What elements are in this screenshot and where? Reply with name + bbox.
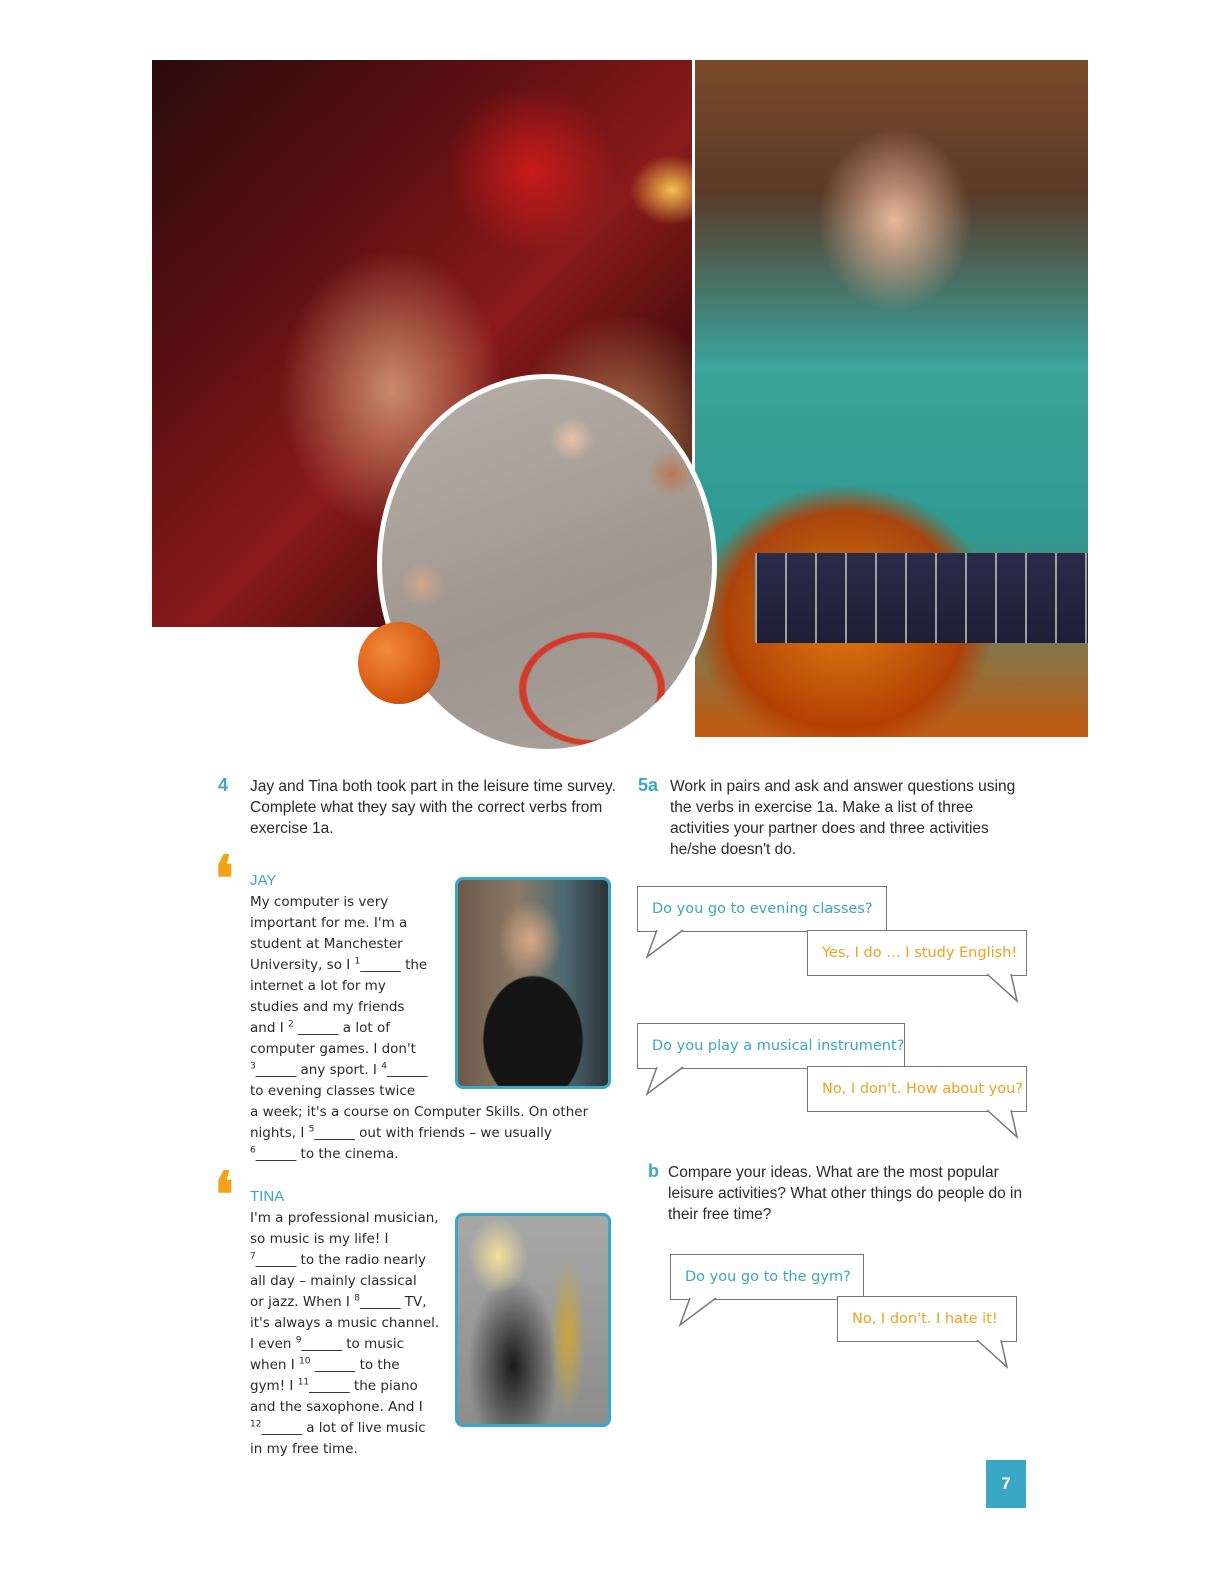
text-segment: a week; it's a course on Computer Skills. On other [250, 1104, 589, 1120]
bubble-tail [645, 1066, 685, 1096]
text-segment: and the saxophone. And I [250, 1399, 423, 1415]
text-segment: in my free time. [250, 1441, 358, 1457]
guitar-photo [695, 60, 1088, 737]
jay-photo [455, 877, 611, 1089]
text-segment: I even [250, 1336, 296, 1352]
basketball-photo-frame [377, 374, 717, 754]
instruction-line: Compare your ideas. What are the most popular [668, 1164, 999, 1181]
answer-bubble-3: No, I don't. I hate it! [837, 1296, 1017, 1342]
gap-number: 10 [299, 1356, 311, 1367]
guitar-neck [755, 553, 1088, 643]
gap-number: 7 [250, 1251, 256, 1262]
gap-number: 5 [308, 1124, 315, 1135]
text-segment: My computer is very [250, 894, 389, 910]
speaker-name-jay: JAY [250, 872, 277, 889]
gap-number: 1 [354, 956, 361, 967]
text-segment: it's always a music channel. [250, 1315, 440, 1331]
basketball-photo [377, 374, 717, 754]
exercise-4-instruction [250, 776, 620, 839]
gap-number: 8 [354, 1293, 360, 1304]
text-segment: computer games. I don't [250, 1041, 416, 1057]
text-line [250, 1250, 439, 1271]
tina-photo [455, 1213, 611, 1427]
instruction-line: Jay and Tina both took part in the leisure time survey. [250, 778, 616, 795]
text-segment: studies and my friends [250, 999, 405, 1015]
instruction-line: activities your partner does and three activities [670, 820, 989, 837]
text-segment: and I [250, 1020, 288, 1036]
gap-number: 12 [250, 1419, 262, 1430]
text-segment: ______ to the [310, 1357, 400, 1373]
gap-number: 2 [287, 1019, 294, 1030]
basketball-graphic [358, 622, 440, 704]
text-line [250, 1418, 439, 1439]
bubble-tail [985, 973, 1025, 1003]
text-segment: ______ [386, 1062, 428, 1078]
text-segment: internet a lot for my [250, 978, 386, 994]
text-segment: nights, I [250, 1125, 309, 1141]
text-line [250, 1208, 439, 1229]
exercise-5b-number: b [648, 1161, 659, 1181]
text-segment: ______ to music [301, 1336, 405, 1352]
gap-number: 11 [297, 1377, 310, 1388]
tina-text [250, 1208, 439, 1460]
text-segment: gym! I [250, 1378, 298, 1394]
gap-number: 9 [295, 1335, 302, 1346]
exercise-5a-instruction [670, 776, 1030, 860]
instruction-line: their free time? [668, 1206, 772, 1223]
text-segment: important for me. I'm a [250, 915, 408, 931]
question-bubble-3: Do you go to the gym? [670, 1254, 864, 1300]
text-line [250, 1334, 439, 1355]
instruction-line: the verbs in exercise 1a. Make a list of three [670, 799, 974, 816]
text-segment: ______ to the cinema. [255, 1146, 399, 1162]
question-bubble-2: Do you play a musical instrument? [637, 1023, 905, 1069]
text-segment: all day – mainly classical [250, 1273, 417, 1289]
exercise-5a-number: 5a [638, 775, 659, 795]
gap-number: 3 [250, 1061, 256, 1072]
question-bubble-1: Do you go to evening classes? [637, 886, 887, 932]
instruction-line: he/she doesn't do. [670, 841, 797, 858]
text-segment: or jazz. When I [250, 1294, 355, 1310]
instruction-line: Work in pairs and ask and answer questions using [670, 778, 1016, 795]
bubble-tail [678, 1297, 718, 1327]
text-segment: ______ out with friends – we usually [314, 1125, 552, 1141]
bubble-tail [985, 1109, 1025, 1139]
text-line [250, 1313, 439, 1334]
text-segment: to evening classes twice [250, 1083, 416, 1099]
text-segment: ______ a lot of live music [261, 1420, 426, 1436]
text-segment: ______ to the radio nearly [255, 1252, 426, 1268]
bubble-tail [975, 1339, 1015, 1369]
text-line [250, 1397, 439, 1418]
text-segment: ______ a lot of [293, 1020, 390, 1036]
gap-number: 6 [250, 1145, 256, 1156]
answer-bubble-2: No, I don't. How about you? [807, 1066, 1027, 1112]
text-segment: so music is my life! I [250, 1231, 389, 1247]
text-line [250, 1123, 588, 1144]
instruction-line: leisure activities? What other things do people do in [668, 1185, 1023, 1202]
text-segment: ______ the [360, 957, 428, 973]
text-segment: student at Manchester [250, 936, 403, 952]
instruction-line: Complete what they say with the correct verbs from [250, 799, 603, 816]
text-line [250, 1102, 588, 1123]
text-segment: ______ any sport. I [255, 1062, 382, 1078]
text-line [250, 1376, 439, 1397]
exercise-4-number: 4 [218, 775, 229, 795]
text-line [250, 1439, 439, 1460]
text-line [250, 1271, 439, 1292]
text-segment: ______ the piano [309, 1378, 418, 1394]
answer-bubble-1: Yes, I do … I study English! [807, 930, 1027, 976]
page-number: 7 [986, 1460, 1026, 1508]
exercise-5b-instruction [668, 1162, 1038, 1225]
text-segment: ______ TV, [359, 1294, 427, 1310]
text-line [250, 1144, 588, 1165]
bubble-tail [645, 929, 685, 959]
speaker-name-tina: TINA [250, 1188, 285, 1205]
text-segment: University, so I [250, 957, 355, 973]
text-line [250, 1229, 439, 1250]
text-line [250, 1355, 439, 1376]
text-segment: I'm a professional musician, [250, 1210, 439, 1226]
text-line [250, 1292, 439, 1313]
gap-number: 4 [381, 1061, 387, 1072]
text-segment: when I [250, 1357, 300, 1373]
instruction-line: exercise 1a. [250, 820, 334, 837]
